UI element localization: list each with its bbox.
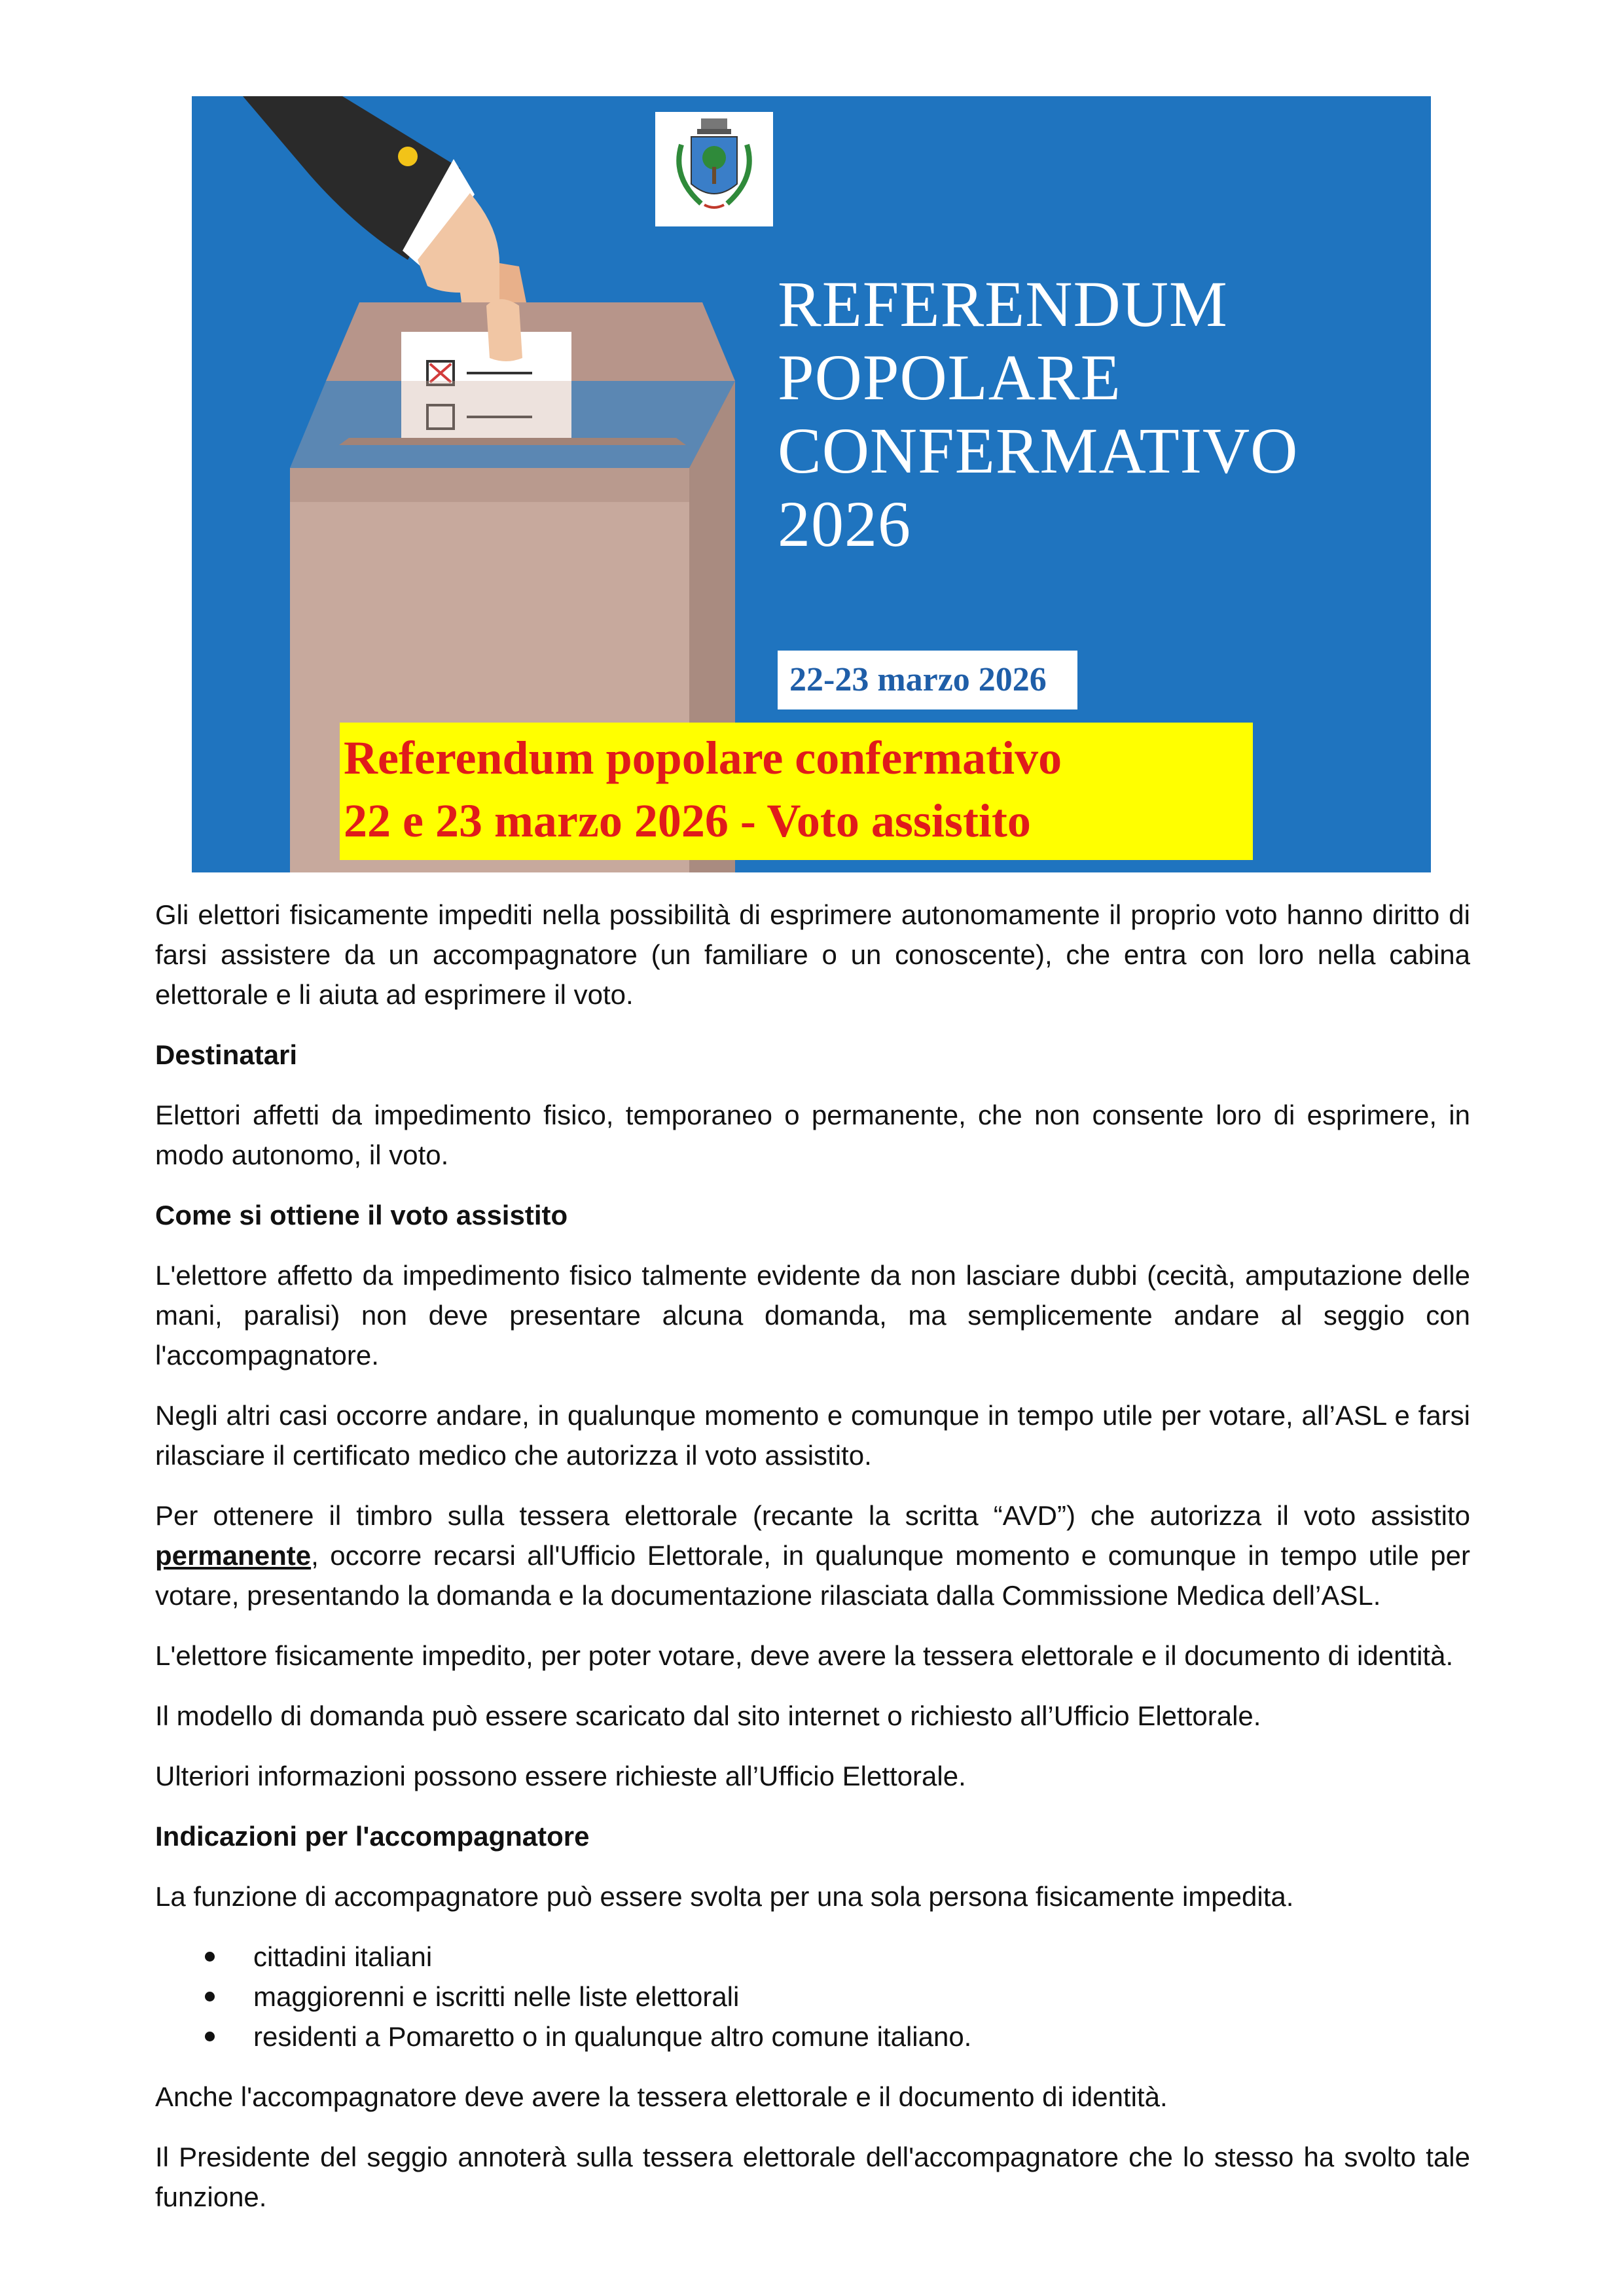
come-paragraph-4: L'elettore fisicamente impedito, per poter votare, deve avere la tessera elettorale e il documento di identità. [155,1640,1454,1671]
come-paragraph-3-start: Per ottenere il timbro sulla tessera elettorale (recante la scritta “AVD”) che autorizza il voto assistito [155,1500,1470,1531]
banner-title-line: REFERENDUM [778,268,1228,340]
heading-destinatari: Destinatari [155,1039,298,1070]
intro-paragraph: Gli elettori fisicamente impediti nella possibilità di esprimere autonomamente il proprio voto hanno diritto di farsi assistere da un accompagnatore (un familiare o un conoscente), che entra con loro nella cabina elettorale e li aiuta ad esprimere il voto. [155,899,1470,1010]
banner-title-line: CONFERMATIVO [778,414,1299,487]
list-item: residenti a Pomaretto o in qualunque altro comune italiano. [155,2017,1470,2056]
banner-title-line: 2026 [778,488,911,560]
accompagnatore-paragraph-1: La funzione di accompagnatore può essere svolta per una sola persona fisicamente impedita. [155,1881,1294,1912]
come-paragraph-6: Ulteriori informazioni possono essere richieste all’Ufficio Elettorale. [155,1761,966,1791]
heading-come-si-ottiene: Come si ottiene il voto assistito [155,1200,568,1230]
come-paragraph-2: Negli altri casi occorre andare, in qualunque momento e comunque in tempo utile per votare, all’ASL e farsi rilasciare il certificato medico che autorizza il voto assistito. [155,1400,1470,1471]
destinatari-paragraph: Elettori affetti da impedimento fisico, temporaneo o permanente, che non consente loro di esprimere, in modo autonomo, il voto. [155,1100,1470,1170]
permanente-emphasis: permanente [155,1540,312,1571]
come-paragraph-5: Il modello di domanda può essere scaricato dal sito internet o richiesto all’Ufficio Elettorale. [155,1700,1261,1731]
list-item: maggiorenni e iscritti nelle liste elettorali [155,1977,1470,2017]
municipal-crest-logo [655,112,773,226]
heading-accompagnatore: Indicazioni per l'accompagnatore [155,1821,590,1852]
referendum-banner [192,96,1431,872]
banner-date-badge: 22-23 marzo 2026 [778,651,1077,709]
banner-title-line: POPOLARE [778,341,1121,414]
come-paragraph-3-end: , occorre recarsi all'Ufficio Elettorale, in qualunque momento e comunque in tempo utile per votare, presentando la domanda e la documentazione rilasciata dalla Commissione Medica dell’ASL. [155,1540,1470,1611]
banner-highlight [340,723,1253,860]
accompagnatore-paragraph-2: Anche l'accompagnatore deve avere la tessera elettorale e il documento di identità. [155,2081,1168,2112]
requirements-list [155,1937,1470,2056]
come-paragraph-1: L'elettore affetto da impedimento fisico talmente evidente da non lasciare dubbi (cecità, amputazione delle mani, paralisi) non deve presentare alcuna domanda, ma semplicemente andare al seggio con l'accompagnatore. [155,1260,1470,1371]
banner-highlight-line: Referendum popolare confermativo [344,732,1062,784]
list-item: cittadini italiani [155,1937,1470,1977]
come-paragraph-3 [155,1496,1470,1615]
banner-title [778,268,1298,561]
banner-highlight-line: 22 e 23 marzo 2026 - Voto assistito [344,795,1031,847]
accompagnatore-paragraph-3: Il Presidente del seggio annoterà sulla tessera elettorale dell'accompagnatore che lo stesso ha svolto tale funzione. [155,2142,1470,2212]
document-body [155,895,1470,2237]
